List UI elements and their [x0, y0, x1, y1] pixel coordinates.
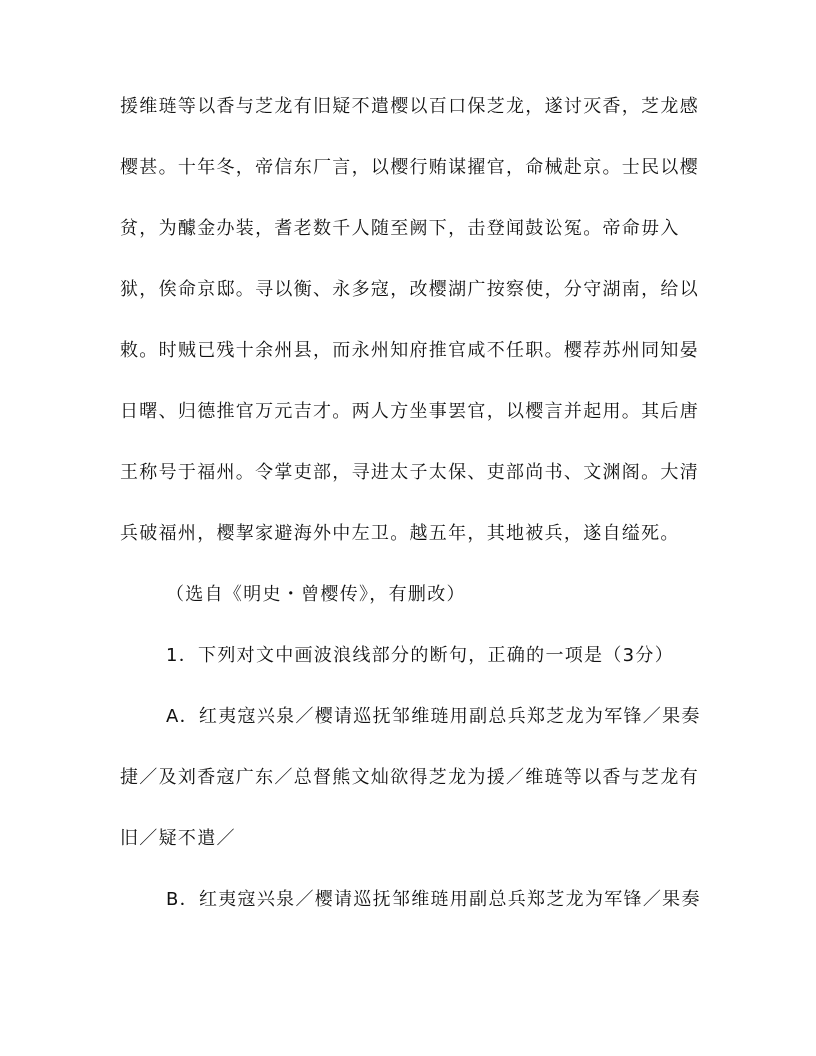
passage-line: 狱，俟命京邸。寻以衡、永多寇，改樱湖广按察使，分守湖南，给以 [120, 279, 699, 300]
question-stem: 1．下列对文中画波浪线部分的断句，正确的一项是（3分） [166, 645, 675, 666]
option-b-line: B．红夷寇兴泉／樱请巡抚邹维琏用副总兵郑芝龙为军锋／果奏 [166, 889, 701, 910]
option-a-line: 旧／疑不遣／ [120, 828, 236, 849]
option-a-line: A．红夷寇兴泉／樱请巡抚邹维琏用副总兵郑芝龙为军锋／果奏 [166, 706, 701, 727]
passage-line: 敕。时贼已残十余州县，而永州知府推官咸不任职。樱荐苏州同知晏 [120, 340, 699, 361]
passage-line: 王称号于福州。令掌吏部，寻进太子太保、吏部尚书、文渊阁。大清 [120, 462, 699, 483]
passage-line: 兵破福州，樱挈家避海外中左卫。越五年，其地被兵，遂自缢死。 [120, 523, 680, 544]
passage-line: 樱甚。十年冬，帝信东厂言，以樱行贿谋擢官，命械赴京。士民以樱 [120, 157, 699, 178]
passage-line: 贫，为醵金办装，耆老数千人随至阙下，击登闻鼓讼冤。帝命毋入 [120, 218, 680, 239]
passage-line: 日曙、归德推官万元吉才。两人方坐事罢官，以樱言并起用。其后唐 [120, 401, 699, 422]
passage-line: 援维琏等以香与芝龙有旧疑不遣樱以百口保芝龙，遂讨灭香，芝龙感 [120, 96, 699, 117]
source-citation: （选自《明史・曾樱传》，有删改） [166, 584, 466, 605]
option-a-line: 捷／及刘香寇广东／总督熊文灿欲得芝龙为援／维琏等以香与芝龙有 [120, 767, 699, 788]
